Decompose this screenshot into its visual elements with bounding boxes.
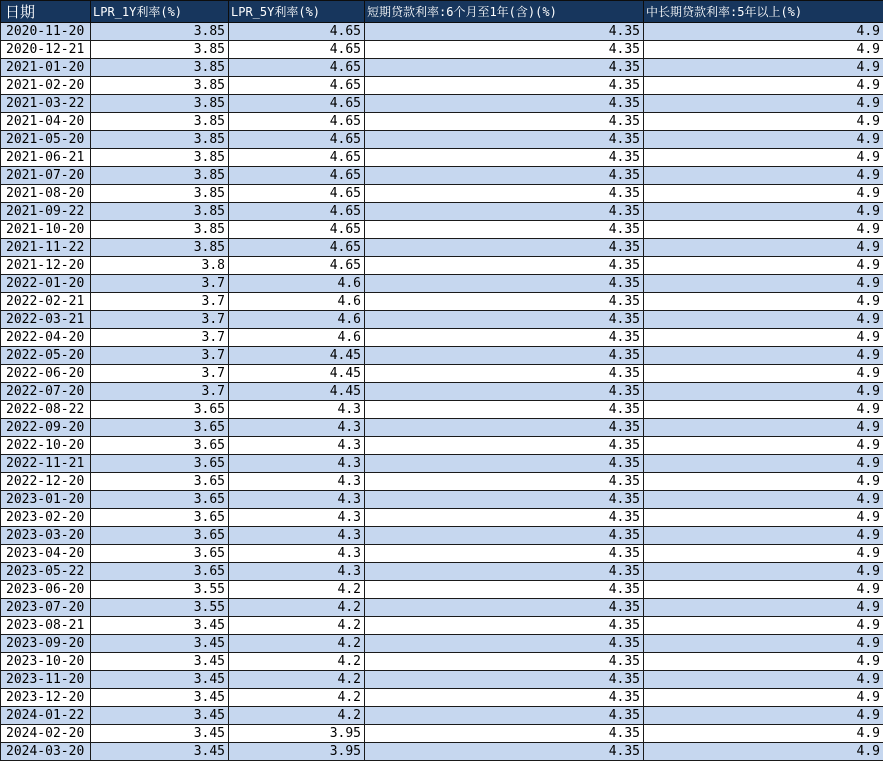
- table-row: [1, 365, 883, 383]
- cell-date[interactable]: 2021-04-20: [1, 113, 91, 131]
- cell-date[interactable]: 2022-04-20: [1, 329, 91, 347]
- cell-lpr-5y[interactable]: 4.2: [229, 689, 365, 707]
- cell-short-term-rate[interactable]: 4.35: [365, 527, 644, 545]
- table-row: [1, 437, 883, 455]
- cell-short-term-rate[interactable]: 4.35: [365, 23, 644, 41]
- cell-lpr-5y[interactable]: 4.3: [229, 563, 365, 581]
- cell-short-term-rate[interactable]: 4.35: [365, 599, 644, 617]
- cell-date[interactable]: 2021-02-20: [1, 77, 91, 95]
- cell-lpr-1y[interactable]: 3.45: [91, 653, 229, 671]
- cell-lpr-5y[interactable]: 4.3: [229, 491, 365, 509]
- table-row: [1, 653, 883, 671]
- cell-lpr-5y[interactable]: 4.65: [229, 239, 365, 257]
- cell-long-term-rate[interactable]: 4.9: [644, 365, 883, 383]
- cell-long-term-rate[interactable]: 4.9: [644, 23, 883, 41]
- table-row: [1, 23, 883, 41]
- table-row: [1, 239, 883, 257]
- cell-date[interactable]: 2022-02-21: [1, 293, 91, 311]
- cell-lpr-5y[interactable]: 4.65: [229, 221, 365, 239]
- table-row: [1, 509, 883, 527]
- cell-long-term-rate[interactable]: 4.9: [644, 725, 883, 743]
- cell-lpr-1y[interactable]: 3.65: [91, 401, 229, 419]
- cell-lpr-5y[interactable]: 4.2: [229, 599, 365, 617]
- cell-lpr-1y[interactable]: 3.65: [91, 563, 229, 581]
- cell-lpr-1y[interactable]: 3.7: [91, 329, 229, 347]
- table-row: [1, 581, 883, 599]
- cell-short-term-rate[interactable]: 4.35: [365, 293, 644, 311]
- cell-lpr-1y[interactable]: 3.45: [91, 707, 229, 725]
- table-row: [1, 635, 883, 653]
- cell-lpr-1y[interactable]: 3.45: [91, 635, 229, 653]
- table-row: [1, 149, 883, 167]
- header-date[interactable]: 日期: [1, 1, 91, 23]
- cell-lpr-1y[interactable]: 3.45: [91, 743, 229, 761]
- cell-long-term-rate[interactable]: 4.9: [644, 743, 883, 761]
- cell-lpr-5y[interactable]: 4.45: [229, 365, 365, 383]
- cell-date[interactable]: 2021-07-20: [1, 167, 91, 185]
- cell-long-term-rate[interactable]: 4.9: [644, 41, 883, 59]
- table-row: [1, 599, 883, 617]
- cell-short-term-rate[interactable]: 4.35: [365, 563, 644, 581]
- cell-lpr-1y[interactable]: 3.65: [91, 455, 229, 473]
- table-row: [1, 77, 883, 95]
- cell-lpr-5y[interactable]: 4.65: [229, 185, 365, 203]
- cell-lpr-5y[interactable]: 4.65: [229, 113, 365, 131]
- cell-short-term-rate[interactable]: 4.35: [365, 689, 644, 707]
- cell-lpr-5y[interactable]: 4.6: [229, 311, 365, 329]
- cell-lpr-5y[interactable]: 4.65: [229, 149, 365, 167]
- cell-lpr-5y[interactable]: 4.65: [229, 131, 365, 149]
- cell-long-term-rate[interactable]: 4.9: [644, 329, 883, 347]
- cell-lpr-5y[interactable]: 4.65: [229, 77, 365, 95]
- table-row: [1, 617, 883, 635]
- cell-short-term-rate[interactable]: 4.35: [365, 221, 644, 239]
- cell-short-term-rate[interactable]: 4.35: [365, 131, 644, 149]
- table-row: [1, 725, 883, 743]
- table-row: [1, 59, 883, 77]
- cell-lpr-1y[interactable]: 3.85: [91, 77, 229, 95]
- cell-long-term-rate[interactable]: 4.9: [644, 131, 883, 149]
- cell-date[interactable]: 2022-07-20: [1, 383, 91, 401]
- table-row: [1, 545, 883, 563]
- cell-date[interactable]: 2021-06-21: [1, 149, 91, 167]
- cell-date[interactable]: 2024-02-20: [1, 725, 91, 743]
- cell-lpr-1y[interactable]: 3.7: [91, 275, 229, 293]
- cell-short-term-rate[interactable]: 4.35: [365, 545, 644, 563]
- cell-lpr-1y[interactable]: 3.45: [91, 671, 229, 689]
- cell-date[interactable]: 2023-06-20: [1, 581, 91, 599]
- cell-short-term-rate[interactable]: 4.35: [365, 437, 644, 455]
- cell-lpr-5y[interactable]: 4.3: [229, 437, 365, 455]
- cell-date[interactable]: 2023-10-20: [1, 653, 91, 671]
- cell-long-term-rate[interactable]: 4.9: [644, 581, 883, 599]
- cell-short-term-rate[interactable]: 4.35: [365, 113, 644, 131]
- cell-long-term-rate[interactable]: 4.9: [644, 275, 883, 293]
- cell-long-term-rate[interactable]: 4.9: [644, 221, 883, 239]
- cell-lpr-5y[interactable]: 4.3: [229, 419, 365, 437]
- cell-lpr-1y[interactable]: 3.65: [91, 509, 229, 527]
- cell-lpr-1y[interactable]: 3.7: [91, 365, 229, 383]
- table-row: [1, 563, 883, 581]
- table-row: [1, 293, 883, 311]
- cell-long-term-rate[interactable]: 4.9: [644, 599, 883, 617]
- cell-date[interactable]: 2021-10-20: [1, 221, 91, 239]
- cell-lpr-5y[interactable]: 4.65: [229, 95, 365, 113]
- cell-long-term-rate[interactable]: 4.9: [644, 437, 883, 455]
- table-row: [1, 419, 883, 437]
- cell-date[interactable]: 2023-12-20: [1, 689, 91, 707]
- cell-long-term-rate[interactable]: 4.9: [644, 239, 883, 257]
- cell-lpr-5y[interactable]: 4.3: [229, 509, 365, 527]
- cell-long-term-rate[interactable]: 4.9: [644, 545, 883, 563]
- cell-long-term-rate[interactable]: 4.9: [644, 293, 883, 311]
- cell-lpr-1y[interactable]: 3.85: [91, 167, 229, 185]
- cell-lpr-1y[interactable]: 3.55: [91, 599, 229, 617]
- cell-long-term-rate[interactable]: 4.9: [644, 509, 883, 527]
- table-row: [1, 221, 883, 239]
- table-row: [1, 743, 883, 761]
- cell-lpr-5y[interactable]: 4.2: [229, 617, 365, 635]
- cell-long-term-rate[interactable]: 4.9: [644, 653, 883, 671]
- table-row: [1, 203, 883, 221]
- cell-date[interactable]: 2022-10-20: [1, 437, 91, 455]
- cell-long-term-rate[interactable]: 4.9: [644, 149, 883, 167]
- cell-lpr-1y[interactable]: 3.85: [91, 59, 229, 77]
- cell-date[interactable]: 2021-12-20: [1, 257, 91, 275]
- cell-lpr-5y[interactable]: 4.45: [229, 347, 365, 365]
- cell-lpr-5y[interactable]: 4.2: [229, 653, 365, 671]
- cell-date[interactable]: 2021-09-22: [1, 203, 91, 221]
- cell-long-term-rate[interactable]: 4.9: [644, 59, 883, 77]
- cell-lpr-1y[interactable]: 3.85: [91, 149, 229, 167]
- cell-date[interactable]: 2024-03-20: [1, 743, 91, 761]
- cell-date[interactable]: 2023-02-20: [1, 509, 91, 527]
- table-row: [1, 401, 883, 419]
- table-row: [1, 383, 883, 401]
- cell-lpr-1y[interactable]: 3.45: [91, 689, 229, 707]
- header-long-term-rate[interactable]: 中长期贷款利率:5年以上(%): [644, 1, 883, 23]
- cell-lpr-5y[interactable]: 4.2: [229, 671, 365, 689]
- cell-short-term-rate[interactable]: 4.35: [365, 383, 644, 401]
- cell-long-term-rate[interactable]: 4.9: [644, 527, 883, 545]
- cell-lpr-1y[interactable]: 3.65: [91, 491, 229, 509]
- cell-long-term-rate[interactable]: 4.9: [644, 455, 883, 473]
- cell-short-term-rate[interactable]: 4.35: [365, 473, 644, 491]
- cell-lpr-1y[interactable]: 3.85: [91, 23, 229, 41]
- table-row: [1, 671, 883, 689]
- header-short-term-rate[interactable]: 短期贷款利率:6个月至1年(含)(%): [365, 1, 644, 23]
- cell-long-term-rate[interactable]: 4.9: [644, 473, 883, 491]
- cell-lpr-1y[interactable]: 3.85: [91, 203, 229, 221]
- cell-long-term-rate[interactable]: 4.9: [644, 347, 883, 365]
- cell-date[interactable]: 2022-09-20: [1, 419, 91, 437]
- table-row: [1, 689, 883, 707]
- cell-long-term-rate[interactable]: 4.9: [644, 203, 883, 221]
- table-row: [1, 707, 883, 725]
- cell-short-term-rate[interactable]: 4.35: [365, 41, 644, 59]
- table-row: [1, 329, 883, 347]
- cell-date[interactable]: 2022-11-21: [1, 455, 91, 473]
- cell-short-term-rate[interactable]: 4.35: [365, 239, 644, 257]
- header-lpr-1y[interactable]: LPR_1Y利率(%): [91, 1, 229, 23]
- table-row: [1, 491, 883, 509]
- table-row: [1, 455, 883, 473]
- table-row: [1, 95, 883, 113]
- cell-lpr-5y[interactable]: 4.6: [229, 293, 365, 311]
- cell-lpr-5y[interactable]: 4.2: [229, 635, 365, 653]
- cell-lpr-5y[interactable]: 4.65: [229, 167, 365, 185]
- cell-lpr-1y[interactable]: 3.55: [91, 581, 229, 599]
- table-row: [1, 473, 883, 491]
- table-row: [1, 527, 883, 545]
- cell-short-term-rate[interactable]: 4.35: [365, 167, 644, 185]
- cell-lpr-5y[interactable]: 3.95: [229, 725, 365, 743]
- cell-lpr-5y[interactable]: 4.65: [229, 23, 365, 41]
- cell-long-term-rate[interactable]: 4.9: [644, 635, 883, 653]
- header-row: [1, 1, 883, 23]
- cell-short-term-rate[interactable]: 4.35: [365, 725, 644, 743]
- cell-lpr-1y[interactable]: 3.45: [91, 725, 229, 743]
- cell-lpr-1y[interactable]: 3.7: [91, 311, 229, 329]
- cell-short-term-rate[interactable]: 4.35: [365, 491, 644, 509]
- cell-date[interactable]: 2022-08-22: [1, 401, 91, 419]
- cell-long-term-rate[interactable]: 4.9: [644, 563, 883, 581]
- cell-lpr-5y[interactable]: 4.3: [229, 545, 365, 563]
- cell-lpr-1y[interactable]: 3.8: [91, 257, 229, 275]
- cell-lpr-5y[interactable]: 3.95: [229, 743, 365, 761]
- table-row: [1, 275, 883, 293]
- cell-date[interactable]: 2022-05-20: [1, 347, 91, 365]
- cell-lpr-1y[interactable]: 3.85: [91, 221, 229, 239]
- cell-date[interactable]: 2021-05-20: [1, 131, 91, 149]
- cell-lpr-5y[interactable]: 4.2: [229, 707, 365, 725]
- cell-lpr-5y[interactable]: 4.3: [229, 455, 365, 473]
- cell-lpr-5y[interactable]: 4.3: [229, 527, 365, 545]
- cell-date[interactable]: 2020-12-21: [1, 41, 91, 59]
- cell-short-term-rate[interactable]: 4.35: [365, 617, 644, 635]
- cell-lpr-5y[interactable]: 4.6: [229, 329, 365, 347]
- cell-short-term-rate[interactable]: 4.35: [365, 509, 644, 527]
- cell-long-term-rate[interactable]: 4.9: [644, 383, 883, 401]
- cell-long-term-rate[interactable]: 4.9: [644, 167, 883, 185]
- table-row: [1, 41, 883, 59]
- cell-short-term-rate[interactable]: 4.35: [365, 185, 644, 203]
- cell-short-term-rate[interactable]: 4.35: [365, 671, 644, 689]
- cell-long-term-rate[interactable]: 4.9: [644, 671, 883, 689]
- table-row: [1, 167, 883, 185]
- cell-short-term-rate[interactable]: 4.35: [365, 419, 644, 437]
- cell-lpr-1y[interactable]: 3.65: [91, 437, 229, 455]
- cell-short-term-rate[interactable]: 4.35: [365, 311, 644, 329]
- cell-short-term-rate[interactable]: 4.35: [365, 275, 644, 293]
- table-body: [1, 23, 883, 761]
- cell-lpr-5y[interactable]: 4.2: [229, 581, 365, 599]
- cell-short-term-rate[interactable]: 4.35: [365, 257, 644, 275]
- cell-lpr-1y[interactable]: 3.65: [91, 473, 229, 491]
- cell-date[interactable]: 2023-03-20: [1, 527, 91, 545]
- cell-short-term-rate[interactable]: 4.35: [365, 59, 644, 77]
- cell-date[interactable]: 2023-01-20: [1, 491, 91, 509]
- cell-lpr-5y[interactable]: 4.3: [229, 401, 365, 419]
- cell-long-term-rate[interactable]: 4.9: [644, 185, 883, 203]
- cell-short-term-rate[interactable]: 4.35: [365, 401, 644, 419]
- cell-date[interactable]: 2022-01-20: [1, 275, 91, 293]
- cell-short-term-rate[interactable]: 4.35: [365, 635, 644, 653]
- cell-short-term-rate[interactable]: 4.35: [365, 329, 644, 347]
- header-lpr-5y[interactable]: LPR_5Y利率(%): [229, 1, 365, 23]
- cell-date[interactable]: 2023-04-20: [1, 545, 91, 563]
- cell-lpr-5y[interactable]: 4.65: [229, 41, 365, 59]
- cell-short-term-rate[interactable]: 4.35: [365, 455, 644, 473]
- cell-date[interactable]: 2022-06-20: [1, 365, 91, 383]
- cell-long-term-rate[interactable]: 4.9: [644, 257, 883, 275]
- cell-lpr-5y[interactable]: 4.65: [229, 203, 365, 221]
- cell-lpr-1y[interactable]: 3.65: [91, 527, 229, 545]
- cell-short-term-rate[interactable]: 4.35: [365, 95, 644, 113]
- cell-lpr-1y[interactable]: 3.85: [91, 239, 229, 257]
- table-row: [1, 185, 883, 203]
- cell-long-term-rate[interactable]: 4.9: [644, 689, 883, 707]
- cell-date[interactable]: 2024-01-22: [1, 707, 91, 725]
- cell-lpr-5y[interactable]: 4.45: [229, 383, 365, 401]
- cell-lpr-1y[interactable]: 3.65: [91, 419, 229, 437]
- cell-lpr-1y[interactable]: 3.85: [91, 131, 229, 149]
- cell-lpr-1y[interactable]: 3.85: [91, 95, 229, 113]
- cell-date[interactable]: 2021-11-22: [1, 239, 91, 257]
- cell-short-term-rate[interactable]: 4.35: [365, 581, 644, 599]
- cell-lpr-5y[interactable]: 4.6: [229, 275, 365, 293]
- cell-lpr-1y[interactable]: 3.7: [91, 347, 229, 365]
- cell-long-term-rate[interactable]: 4.9: [644, 95, 883, 113]
- cell-date[interactable]: 2021-01-20: [1, 59, 91, 77]
- cell-short-term-rate[interactable]: 4.35: [365, 743, 644, 761]
- cell-date[interactable]: 2023-11-20: [1, 671, 91, 689]
- cell-long-term-rate[interactable]: 4.9: [644, 617, 883, 635]
- cell-short-term-rate[interactable]: 4.35: [365, 347, 644, 365]
- table-row: [1, 113, 883, 131]
- cell-date[interactable]: 2021-03-22: [1, 95, 91, 113]
- cell-date[interactable]: 2022-03-21: [1, 311, 91, 329]
- cell-date[interactable]: 2021-08-20: [1, 185, 91, 203]
- cell-short-term-rate[interactable]: 4.35: [365, 77, 644, 95]
- cell-long-term-rate[interactable]: 4.9: [644, 491, 883, 509]
- table-row: [1, 131, 883, 149]
- table-row: [1, 347, 883, 365]
- cell-short-term-rate[interactable]: 4.35: [365, 149, 644, 167]
- cell-long-term-rate[interactable]: 4.9: [644, 707, 883, 725]
- cell-lpr-5y[interactable]: 4.65: [229, 257, 365, 275]
- cell-short-term-rate[interactable]: 4.35: [365, 707, 644, 725]
- cell-date[interactable]: 2020-11-20: [1, 23, 91, 41]
- cell-date[interactable]: 2022-12-20: [1, 473, 91, 491]
- cell-short-term-rate[interactable]: 4.35: [365, 653, 644, 671]
- cell-date[interactable]: 2023-07-20: [1, 599, 91, 617]
- cell-long-term-rate[interactable]: 4.9: [644, 77, 883, 95]
- cell-long-term-rate[interactable]: 4.9: [644, 113, 883, 131]
- cell-lpr-1y[interactable]: 3.45: [91, 617, 229, 635]
- cell-lpr-5y[interactable]: 4.65: [229, 59, 365, 77]
- cell-short-term-rate[interactable]: 4.35: [365, 365, 644, 383]
- cell-lpr-1y[interactable]: 3.85: [91, 41, 229, 59]
- cell-short-term-rate[interactable]: 4.35: [365, 203, 644, 221]
- cell-date[interactable]: 2023-05-22: [1, 563, 91, 581]
- cell-lpr-1y[interactable]: 3.65: [91, 545, 229, 563]
- table-row: [1, 257, 883, 275]
- table-row: [1, 311, 883, 329]
- cell-lpr-1y[interactable]: 3.85: [91, 185, 229, 203]
- cell-lpr-1y[interactable]: 3.7: [91, 383, 229, 401]
- cell-lpr-1y[interactable]: 3.85: [91, 113, 229, 131]
- cell-date[interactable]: 2023-08-21: [1, 617, 91, 635]
- cell-lpr-5y[interactable]: 4.3: [229, 473, 365, 491]
- cell-date[interactable]: 2023-09-20: [1, 635, 91, 653]
- cell-long-term-rate[interactable]: 4.9: [644, 311, 883, 329]
- cell-long-term-rate[interactable]: 4.9: [644, 419, 883, 437]
- cell-lpr-1y[interactable]: 3.7: [91, 293, 229, 311]
- cell-long-term-rate[interactable]: 4.9: [644, 401, 883, 419]
